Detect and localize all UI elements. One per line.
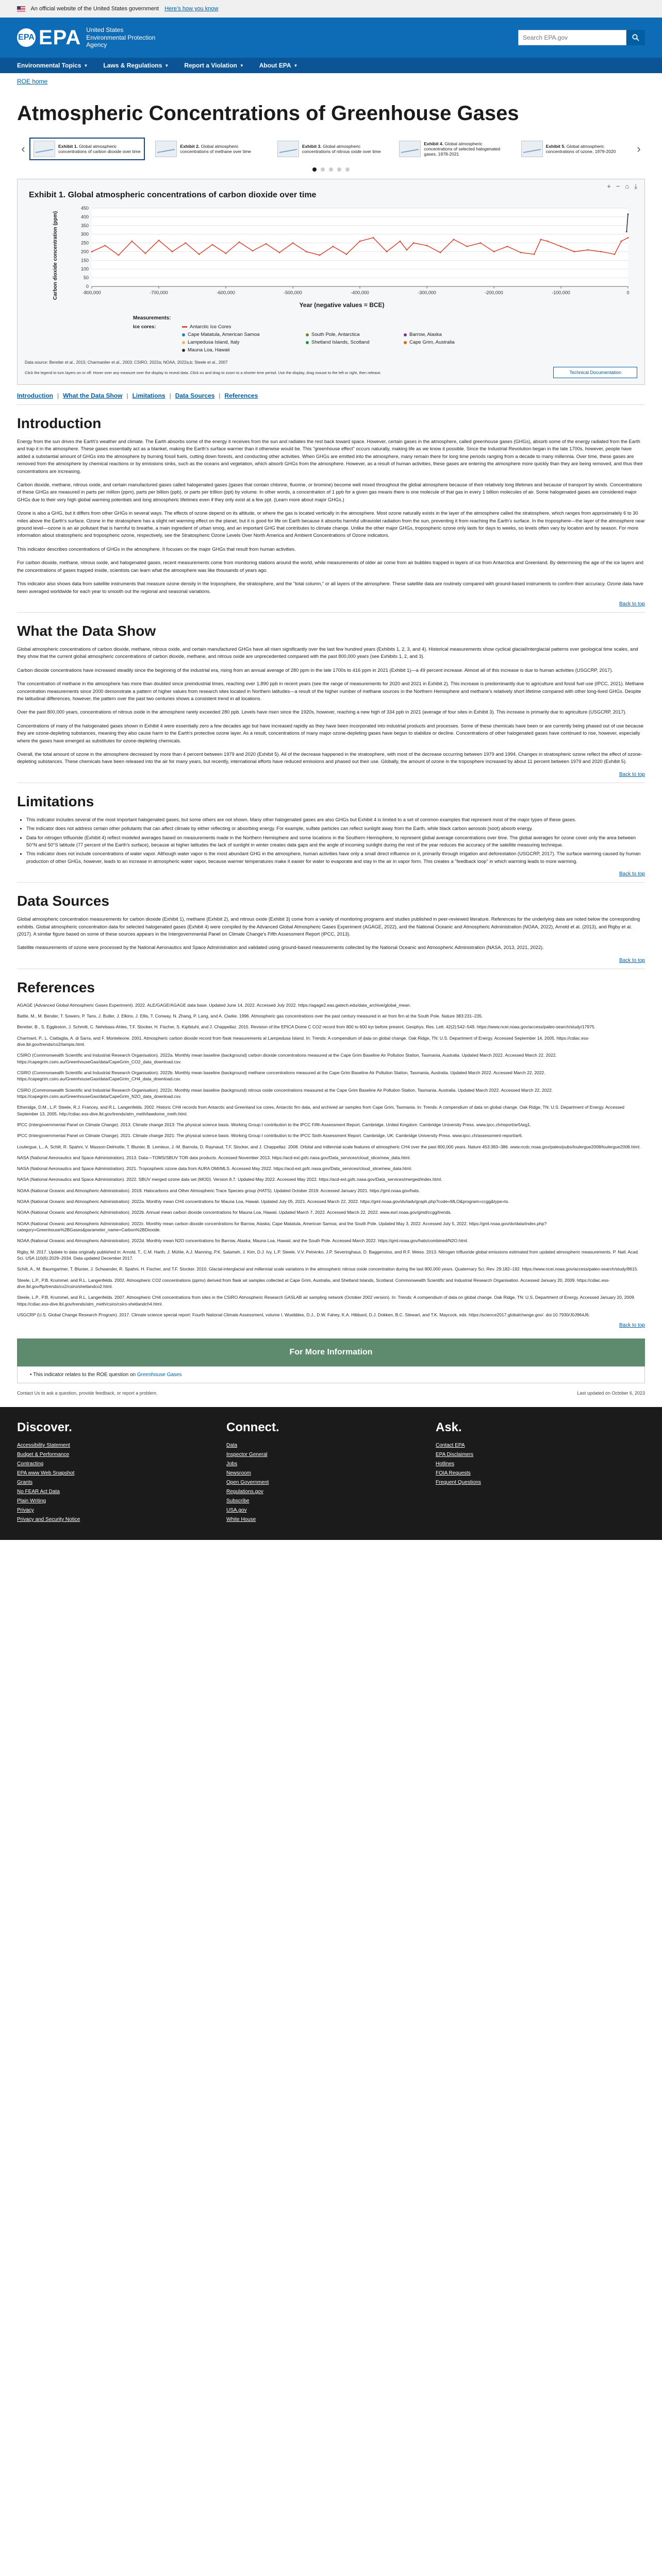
x-tick-label: -800,000 bbox=[82, 290, 101, 295]
for-more-info-heading: For More Information bbox=[289, 1348, 373, 1357]
agency-name: United States Environmental Protection Agency bbox=[86, 26, 156, 49]
data-point bbox=[540, 239, 542, 240]
legend-heading: Measurements: bbox=[133, 315, 171, 321]
technical-documentation-button[interactable]: Technical Documentation bbox=[553, 367, 637, 378]
exhibit-thumbnail bbox=[521, 141, 543, 157]
data-point bbox=[333, 246, 334, 247]
gov-banner-text: An official website of the United States government bbox=[30, 6, 159, 12]
y-tick-label: 400 bbox=[80, 214, 89, 219]
exhibit-thumbnail bbox=[34, 141, 55, 157]
data-point bbox=[239, 241, 240, 243]
exhibit-thumb-2[interactable]: Exhibit 2. Global atmospheric concentrations of methane over time bbox=[151, 138, 267, 160]
data-point bbox=[534, 253, 535, 255]
chevron-down-icon: ▼ bbox=[239, 63, 244, 68]
data-point bbox=[560, 246, 562, 247]
list-item: • This indicator does not include concentrations of water vapor. Although water vapor is the most abundant GHG in the atmosphere, human activities have only a small direct influence on it, primarily through irrigation and deforestation (USGCRP, 2017). The surface warming caused by human production of other GHGs, however, leads to an increase in atmospheric water vapor, because warmer temperatures make it easier for water to evaporate and stay in the air in vapor form. This creates a "feedback loop" in which warming leads to more warming. bbox=[26, 850, 645, 865]
footer-discover bbox=[17, 1420, 226, 1524]
legend-item-cape-matatula[interactable]: Cape Matatula, American Samoa bbox=[182, 332, 306, 337]
reference-item: IPCC (Intergovernmental Panel on Climate Change). 2013. Climate change 2013: The physical science basis. Working Group I contribution to the IPCC Fifth Assessment Report. Cambridge, United Kingdom: Cambridge University Press. www.ipcc.ch/report/ar5/wg1. bbox=[17, 1122, 532, 1127]
legend-item-shetland[interactable]: Shetland Islands, Scotland bbox=[306, 340, 404, 345]
carousel-dot[interactable] bbox=[337, 167, 341, 172]
footer-link[interactable]: Open Government bbox=[226, 1480, 269, 1486]
reference-item: IPCC (Intergovernmental Panel on Climate Change). 2021. Climate change 2021: The physical science basis. Working Group I contribution to the IPCC Sixth Assessment Report. Cambridge, UK: Cambridge University Press. www.ipcc.ch/assessment-report/ar6. bbox=[17, 1133, 523, 1139]
chevron-down-icon: ▼ bbox=[164, 63, 169, 68]
show-paragraph: Concentrations of many of the halogenated gases shown in Exhibit 4 were essentially zero a few decades ago but have increased rapidly as they have been incorporated into industrial products and processes. Some of these chemicals have been or are currently being phased out of use because they are ozone-depleting substances, meaning they also cause harm to the Earth's protective ozone layer. As a result, concentrations of many major ozone-depleting gases have begun to stabilize or decline. Concentrations of other halogenated gases have continued to rise, however, especially where the gases have emerged as substitutes for ozone-depleting chemicals. bbox=[17, 723, 644, 743]
carousel-next-icon[interactable]: › bbox=[637, 142, 641, 155]
intro-paragraph: Carbon dioxide, methane, nitrous oxide, and certain manufactured gases called halogenated gases (gases that contain chlorine, fluorine, or bromine) become well mixed throughout the global atmosphere because of their relatively long lifetimes and because of transport by winds. Concentrations of these GHGs are measured in parts per million (ppm), parts per billion (ppb), or parts per trillion (ppt) by volume. In other words, a concentration of 1 ppb for a given gas means there is one molecule of that gas in every 1 billion molecules of air. Some halogenated gases are considered major GHGs due to their very high global warming potentials and long atmospheric lifetimes even if they only exist at a few ppt. (Learn more about major GHGs.) bbox=[17, 482, 642, 502]
breadcrumb-roe-home[interactable]: ROE home bbox=[17, 78, 48, 85]
data-point bbox=[279, 252, 280, 253]
exhibit-panel bbox=[17, 179, 645, 385]
y-tick-label: 50 bbox=[83, 275, 89, 281]
intro-paragraph: This indicator also shows data from satellite instruments that measure ozone density in the troposphere, the stratosphere, and the "total column," or all layers of the atmosphere. These satellite data are routinely compared with ground-based instruments to confirm their accuracy. Ozone data have been averaged worldwide for each year to smooth out the regional and seasonal variations. bbox=[17, 581, 643, 594]
data-point bbox=[359, 241, 361, 242]
x-tick-label: -200,000 bbox=[485, 290, 503, 295]
references-list bbox=[17, 1002, 645, 1318]
data-point bbox=[493, 251, 495, 252]
references-heading: References bbox=[17, 979, 95, 995]
footer-link[interactable]: Hotlines bbox=[436, 1461, 455, 1467]
reference-item: Battle, M., M. Bender, T. Sowers, P. Tans, J. Butler, J. Elkins, J. Ellis, T. Conway, N. Zhang, P. Lang, and A. Clarke. 1996. Atmospheric gas concentrations over the past century measured in air from firn at the South Pole. Nature 383:231–235. bbox=[17, 1013, 483, 1019]
data-source: Data source: Bereiter et al., 2015; Charmantier et al., 2003; CSIRO, 2022a; NOAA, 2022a,b; Steele et al., 2007 bbox=[25, 360, 228, 365]
x-tick-label: -100,000 bbox=[552, 290, 570, 295]
footer-heading: Discover. bbox=[17, 1420, 72, 1435]
legend-group-label: Ice cores: bbox=[133, 324, 156, 330]
data-point bbox=[131, 241, 133, 242]
data-point bbox=[440, 252, 441, 253]
x-tick-label: -300,000 bbox=[418, 290, 436, 295]
site-header bbox=[0, 18, 662, 58]
footer-link[interactable]: Privacy and Security Notice bbox=[17, 1517, 80, 1523]
zoom-out-icon[interactable]: − bbox=[616, 182, 620, 190]
reference-item: AGAGE (Advanced Global Atmospheric Gases Experiment). 2022. ALE/GAGE/AGAGE data base. Updated June 14, 2022. Accessed July 2022. https://agage2.eas.gatech.edu/data_archive/global_mean. bbox=[17, 1002, 411, 1008]
data-point bbox=[319, 255, 321, 256]
list-item: • Data for nitrogen trifluoride (Exhibit 4) reflect modeled averages based on measurements made in the Northern Hemisphere and some locations in the Southern Hemisphere, to represent global average concentrations over time. The global averages for ozone cover only the area between 50°N and 50°S latitude (77 percent of the Earth's surface), because at higher latitudes the lack of sunlight in winter creates data gaps and the angle of incoming sunlight during the rest of the year reduces the accuracy of the satellite measuring technique. bbox=[26, 834, 645, 849]
exhibit-carousel bbox=[17, 137, 645, 161]
sources-paragraph: Global atmospheric concentration measurements for carbon dioxide (Exhibit 1), methane (Exhibit 2), and nitrous oxide (Exhibit 3) come from a variety of monitoring programs and studies published in peer-reviewed literature. References for the underlying data are noted below the corresponding exhibits. Global atmospheric concentration data for selected halogenated gases (Exhibit 4) were compiled by the Advanced Global Atmospheric Gases Experiment (AGAGE, 2022), and the National Oceanic and Atmospheric Administration (NOAA, 2022), Arnold et al. (2013), and Rigby et al. (2017). A similar figure based on some of these sources appears in the Intergovernmental Panel on Climate Change's Fifth Assessment Report (IPCC, 2013). bbox=[17, 917, 640, 937]
legend-swatch bbox=[306, 333, 309, 336]
y-tick-label: 450 bbox=[80, 206, 89, 211]
data-point bbox=[346, 253, 347, 255]
reference-item: CSIRO (Commonwealth Scientific and Industrial Research Organisation). 2022b. Monthly mean baseline (background) methane concentrations measured at the Cape Grim Baseline Air Pollution Station, Tasmania, Australia. Updated March 2022. Accessed March 22, 2022. https://capegrim.csiro.au/GreenhouseGas/data/CapeGrim_CH4_data_download.csv. bbox=[17, 1070, 545, 1082]
show-paragraph: Global atmospheric concentrations of carbon dioxide, methane, nitrous oxide, and certain manufactured GHGs have all risen significantly over the last few hundred years (Exhibits 1, 2, 3, and 4). Historical measurements show cyclical glacial/interglacial patterns over geological time scales, and they show that the current global atmospheric concentrations of carbon dioxide, methane, and nitrous oxide are unprecedented compared with the past 800,000 years (see Exhibits 1, 2, and 3). bbox=[17, 646, 638, 659]
back-to-top-link[interactable]: Back to top bbox=[619, 957, 645, 963]
footer-link[interactable]: Plain Writing bbox=[17, 1498, 46, 1504]
footer-link[interactable]: USA.gov bbox=[226, 1507, 247, 1514]
search-icon bbox=[632, 34, 639, 41]
reference-item: Steele, L.P., P.B. Krummel, and R.L. Langenfelds. 2007. Atmospheric CH4 concentrations from sites in the CSIRO Atmospheric Research GASLAB air sampling network (October 2002 version). In: Trends: A compendium of data on global change. Oak Ridge, TN: U.S. Department of Energy. Accessed January 20, 2009. https://cdiac.ess-dive.lbl.gov/trends/atm_meth/csiro/csiro-shetlandch4.html. bbox=[17, 1295, 635, 1307]
y-tick-label: 350 bbox=[80, 223, 89, 228]
sources-paragraph: Satellite measurements of ozone were processed by the National Aeronautics and Space Administration and validated using ground-based measurements collected by the National Oceanic and Atmospheric Administration (NASA, 2013, 2021, 2022). bbox=[17, 945, 544, 951]
data-point bbox=[252, 250, 254, 251]
list-item: • This indicator includes several of the most important halogenated gases, but some others are not shown. Many other halogenated gases are also GHGs but Exhibit 4 is limited to a set of common examples that represent most of the major types of these gases. bbox=[26, 816, 645, 823]
intro-paragraph: Ozone is also a GHG, but it differs from other GHGs in several ways. The effects of ozone depend on its altitude, or where the gas is located vertically in the atmosphere. Most ozone naturally exists in the layer of the atmosphere called the stratosphere, which ranges from approximately 6 to 30 miles above the Earth's surface. Ozone in the stratosphere has a slight net warming effect on the planet, but it is good for life on Earth because it absorbs harmful ultraviolet radiation from the sun, preventing it from reaching the Earth's surface. In the troposphere—the layer of the atmosphere near ground level—ozone is an air pollutant that is harmful to breathe, a main ingredient of urban smog, and an important GHG that contributes to climate change. Unlike the other major GHGs, tropospheric ozone only lasts for days to weeks, so levels often vary by location and by season. For more information about stratospheric and tropospheric ozone, respectively, see the Stratospheric Ozone Levels Over North America and Ambient Concentrations of Ozone indicators. bbox=[17, 511, 645, 538]
reference-item: NOAA (National Oceanic and Atmospheric Administration). 2022d. Monthly mean N2O concentrations for Barrow, Alaska; Mauna Loa, Hawaii; and the South Pole. Accessed March 2022. https://gml.noaa.gov/hats/combined/N2O.html. bbox=[17, 1238, 469, 1244]
x-tick-label: -600,000 bbox=[217, 290, 235, 295]
reference-item: CSIRO (Commonwealth Scientific and Industrial Research Organisation). 2022a. Monthly mean baseline (background) carbon dioxide concentrations measured at the Cape Grim Baseline Air Pollution Station, Tasmania, Australia. Updated March 2022. Accessed March 22, 2022. https://capegrim.csiro.au/GreenhouseGas/data/CapeGrim_CO2_data_download.csv. bbox=[17, 1053, 557, 1064]
carousel-dot[interactable] bbox=[329, 167, 333, 172]
reference-item: Bereiter, B., S. Eggleston, J. Schmitt, C. Nehrbass-Ahles, T.F. Stocker, H. Fischer, S. Kipfstuhl, and J. Chappellaz. 2015. Revision of the EPICA Dome C CO2 record from 800 to 600 kyr before present. Geophys. Res. Lett. 42(2):542–549. https://www.ncei.noaa.gov/access/paleo-search/study/17975. bbox=[17, 1024, 595, 1030]
footer-link[interactable]: Accessibility Statement bbox=[17, 1443, 70, 1449]
data-point bbox=[266, 243, 267, 245]
breadcrumb bbox=[17, 73, 645, 90]
legend-item-lampedusa[interactable]: Lampedusa Island, Italy bbox=[182, 340, 306, 345]
show-paragraph: Carbon dioxide concentrations have increased steadily since the beginning of the industrial era, rising from an annual average of 280 ppm in the late 1700s to 416 ppm in 2021 (Exhibit 1)—a 49 percent increase. Almost all of this increase is due to human activities (USGCRP, 2017). bbox=[17, 667, 613, 673]
footer-heading: Connect. bbox=[226, 1420, 279, 1435]
contact-us-text[interactable]: Contact Us to ask a question, provide feedback, or report a problem. bbox=[17, 1391, 158, 1396]
legend-item-south-pole[interactable]: South Pole, Antarctica bbox=[306, 332, 404, 337]
data-point bbox=[373, 237, 374, 239]
chart-legend bbox=[133, 315, 637, 353]
tab-introduction[interactable]: Introduction bbox=[17, 392, 53, 399]
chart-toolbar bbox=[25, 182, 637, 191]
data-point bbox=[467, 246, 468, 247]
data-point bbox=[480, 242, 482, 244]
carousel-prev-icon[interactable]: ‹ bbox=[21, 142, 25, 155]
reference-item: CSIRO (Commonwealth Scientific and Industrial Research Organisation). 2022c. Monthly mean baseline (background) nitrous oxide concentrations measured at the Cape Grim Baseline Air Pollution Station, Tasmania, Australia. Updated March 2022. Accessed March 22, 2022. https://capegrim.csiro.au/GreenhouseGas/data/CapeGrim_N2O_data_download.csv. bbox=[17, 1087, 553, 1099]
data-sources-heading: Data Sources bbox=[17, 893, 109, 909]
exhibit-thumb-4[interactable]: Exhibit 4. Global atmospheric concentrations of selected halogenated gases, 1978-2021 bbox=[395, 138, 510, 160]
tab-references[interactable]: References bbox=[224, 392, 258, 399]
footer-link[interactable]: No FEAR Act Data bbox=[17, 1489, 60, 1495]
legend-swatch bbox=[404, 333, 407, 336]
for-more-information bbox=[17, 1338, 645, 1383]
chevron-down-icon: ▼ bbox=[293, 63, 298, 68]
data-point bbox=[386, 251, 388, 252]
data-point bbox=[547, 241, 549, 242]
y-tick-label: 100 bbox=[80, 266, 89, 272]
exhibit-thumbnail bbox=[155, 141, 177, 157]
legend-swatch bbox=[182, 349, 185, 352]
show-paragraph: The concentration of methane in the atmosphere has more than doubled since preindustrial times, reaching over 1,890 ppb in recent years (see the range of measurements for 2020 and 2021 in Exhibit 2). This increase is predominantly due to agriculture and fossil fuel use (IPCC, 2021). Methane concentration measurements since 2000 demonstrate a pattern of higher values from research sites located in Northern latitudes—a result of the higher number of methane sources in the Northern Hemisphere and methane's relatively short lifetime compared with other long-lived GHGs. Despite the latitudinal differences, however, the pattern over the past two centuries shows a consistent trend in all locations. bbox=[17, 681, 644, 701]
y-tick-label: 250 bbox=[80, 240, 89, 246]
what-data-show-heading: What the Data Show bbox=[17, 622, 156, 639]
data-point bbox=[91, 251, 93, 252]
legend-item-mauna-loa[interactable]: Mauna Loa, Hawaii bbox=[182, 347, 306, 353]
footer-link[interactable]: Privacy bbox=[17, 1507, 34, 1514]
data-point bbox=[627, 213, 629, 215]
reference-item: NASA (National Aeronautics and Space Administration). 2022. SBUV merged ozone data set (MOD). Version 8.7. Updated May 2022. Accessed May 2022. https://acd-ext.gsfc.nasa.gov/Data_services/merged/index.html. bbox=[17, 1177, 442, 1182]
data-point bbox=[292, 242, 294, 244]
legend-swatch bbox=[182, 341, 185, 344]
data-point bbox=[574, 251, 575, 252]
footer-link[interactable]: Grants bbox=[17, 1480, 33, 1486]
search-input[interactable] bbox=[518, 30, 626, 45]
nav-environmental-topics[interactable]: Environmental Topics ▼ bbox=[17, 62, 88, 69]
legend-swatch bbox=[404, 341, 407, 344]
site-search bbox=[518, 30, 645, 45]
zoom-in-icon[interactable]: + bbox=[607, 182, 611, 190]
reference-item: NOAA (National Oceanic and Atmospheric Administration). 2022c. Monthly mean carbon dioxide concentrations for Barrow, Alaska; Cape Matatula, American Samoa; and the South Pole. Updated May 3, 2022. Accessed July 5, 2022. https://gml.noaa.gov/dv/data/index.php?category=Greenhouse%2BGases&parameter_name=Carbon%2BDioxide. bbox=[17, 1221, 547, 1233]
footer-link[interactable]: Newsroom bbox=[226, 1470, 251, 1477]
footer-link[interactable]: Budget & Performance bbox=[17, 1452, 70, 1458]
exhibit-thumb-3[interactable]: Exhibit 3. Global atmospheric concentrations of nitrous oxide over time bbox=[273, 138, 389, 160]
data-point bbox=[212, 244, 213, 246]
data-point bbox=[158, 240, 160, 241]
exhibit-thumbnail bbox=[277, 141, 299, 157]
data-point bbox=[185, 242, 187, 244]
legend-item-antarctic-ice-cores[interactable]: Antarctic Ice Cores bbox=[182, 324, 306, 330]
reference-item: Schilt, A., M. Baumgartner, T. Blunier, J. Schwander, R. Spahni, H. Fischer, and T.F. Stocker. 2010. Glacial-interglacial and millennial scale variations in the atmospheric nitrous oxide concentration during the last 800,000 years. Quaternary Sci. Rev. 29:182–192. https://www.ncei.noaa.gov/access/paleo-search/study/8615. bbox=[17, 1266, 638, 1272]
data-point bbox=[406, 249, 408, 251]
footer-link[interactable]: Contracting bbox=[17, 1461, 44, 1467]
epa-logo[interactable] bbox=[17, 26, 155, 49]
footer-link[interactable]: EPA www Web Snapshot bbox=[17, 1470, 75, 1477]
footer-ask bbox=[436, 1420, 645, 1524]
footer-link[interactable]: Inspector General bbox=[226, 1452, 268, 1458]
exhibit-title: Exhibit 1. Global atmospheric concentrations of carbon dioxide over time bbox=[29, 191, 317, 199]
reference-item: Loulergue, L., A. Schilt, R. Spahni, V. Masson-Delmotte, T. Blunier, B. Lemieux, J.-M. Barnola, D. Raynaud, T.F. Stocker, and J. Chappellaz. 2008. Orbital and millennial-scale features of atmospheric CH4 over the past 800,000 years. Nature 453:383–386. www.ncdc.noaa.gov/paleo/pubs/loulergue2008/loulergue2008.html. bbox=[17, 1144, 641, 1149]
main-nav bbox=[0, 58, 662, 73]
data-point bbox=[621, 241, 622, 242]
footer-link[interactable]: EPA Disclaimers bbox=[436, 1452, 474, 1458]
data-point bbox=[601, 251, 602, 252]
search-button[interactable] bbox=[626, 30, 645, 45]
reference-item: NASA (National Aeronautics and Space Administration). 2013. Data—TOMS/SBUV TOR data products. Accessed November 2013. https://acd-ext.gsfc.nasa.gov/Data_services/cloud_slice/new_data.html. bbox=[17, 1155, 411, 1160]
data-point bbox=[400, 241, 401, 242]
footer-link[interactable]: Subscribe bbox=[226, 1498, 250, 1504]
footer-link[interactable]: Jobs bbox=[226, 1461, 238, 1467]
carousel-dot[interactable] bbox=[312, 167, 317, 172]
co2-chart[interactable] bbox=[25, 204, 637, 313]
exhibit-thumbnail bbox=[399, 141, 421, 157]
back-to-top-link[interactable]: Back to top bbox=[619, 601, 645, 607]
show-paragraph: Over the past 800,000 years, concentrations of nitrous oxide in the atmosphere rarely exceeded 280 ppb. Levels have risen since the 1920s, however, reaching a new high of 334 ppb in 2021 (average of four sites in Exhibit 3). This increase is primarily due to agriculture (USGCRP, 2017). bbox=[17, 709, 627, 715]
back-to-top-link[interactable]: Back to top bbox=[619, 871, 645, 877]
data-point bbox=[626, 231, 627, 232]
intro-paragraph: For carbon dioxide, methane, nitrous oxide, and halogenated gases, recent measurements come from monitoring stations around the world, while measurements of older air come from air bubbles trapped in layers of ice from Antarctica and Greenland. By determining the age of the ice layers and the concentrations of gases trapped inside, scientists can learn what the atmosphere was like thousands of years ago. bbox=[17, 560, 643, 573]
tab-what-data-show[interactable]: What the Data Show bbox=[63, 392, 123, 399]
reference-item: NASA (National Aeronautics and Space Administration). 2021. Tropospheric ozone data from AURA OMI/MLS. Accessed May 2022. https://acd-ext.gsfc.nasa.gov/Data_services/cloud_slice/new_data.html. bbox=[17, 1166, 412, 1172]
legend-swatch bbox=[306, 341, 309, 344]
footer-link[interactable]: Regulations.gov bbox=[226, 1489, 263, 1495]
heres-how-you-know-link[interactable]: Here’s how you know bbox=[164, 6, 219, 12]
footer-link[interactable]: Data bbox=[226, 1443, 238, 1449]
x-tick-label: 0 bbox=[626, 290, 630, 295]
section-tabs: Introduction | What the Data Show | Limitations | Data Sources | References bbox=[17, 392, 258, 399]
reference-item: NOAA (National Oceanic and Atmospheric Administration). 2022a. Monthly mean CH4 concentrations for Mauna Loa, Hawaii. Updated July 05, 2021. Accessed March 22, 2022. https://gml.noaa.gov/dv/iadv/graph.php?code=MLO&program=ccgg&type=ts. bbox=[17, 1199, 509, 1205]
footer-connect bbox=[226, 1420, 436, 1524]
chevron-down-icon: ▼ bbox=[84, 63, 88, 68]
gov-banner bbox=[0, 0, 662, 18]
data-point bbox=[225, 252, 227, 254]
reset-zoom-icon[interactable]: ⌂ bbox=[625, 182, 630, 190]
data-point bbox=[614, 253, 616, 255]
reference-item: Rigby, M. 2017. Update to data originally published in: Arnold, T., C.M. Harth, J. Mühle, A.J. Manning, P.K. Salameh, J. Kim, D.J. Ivy, L.P. Steele, V.V. Petrenko, J.P. Severinghaus, D. Baggenstos, and R.F. Weiss. 2013. Nitrogen trifluoride global emissions estimated from updated atmospheric measurements. P. Natl. Acad. Sci. USA 110(6):2029–2034. Data updated December 2017. bbox=[17, 1249, 639, 1261]
data-point bbox=[507, 246, 508, 247]
carousel-dots bbox=[17, 167, 645, 172]
back-to-top-link[interactable]: Back to top bbox=[619, 1323, 645, 1329]
reference-item: NOAA (National Oceanic and Atmospheric Administration). 2022b. Annual mean carbon dioxide concentrations for Mauna Loa, Hawaii. Updated March 7, 2022. Accessed March 22, 2022. www.esrl.noaa.gov/gmd/ccgg/trends. bbox=[17, 1210, 452, 1215]
limitations-list bbox=[17, 816, 645, 865]
introduction-heading: Introduction bbox=[17, 415, 102, 431]
footer-link[interactable]: White House bbox=[226, 1517, 256, 1523]
data-point bbox=[627, 237, 629, 239]
carousel-dot[interactable] bbox=[345, 167, 350, 172]
footer-heading: Ask. bbox=[436, 1420, 462, 1435]
site-footer bbox=[0, 1407, 662, 1540]
plot-area bbox=[92, 208, 628, 286]
x-tick-label: -400,000 bbox=[351, 290, 369, 295]
reference-item: NOAA (National Oceanic and Atmospheric Administration). 2019. Halocarbons and Other Atmospheric Trace Species group (HATS). Updated October 2019. Accessed January 2021. https://gml.noaa.gov/hats. bbox=[17, 1188, 420, 1193]
data-point bbox=[118, 255, 120, 256]
data-point bbox=[413, 242, 415, 244]
y-tick-label: 300 bbox=[80, 231, 89, 237]
reference-item: Etheridge, D.M., L.P. Steele, R.J. Francey, and R.L. Langenfelds. 2002. Historic CH4 records from Antarctic and Greenland ice cores, Antarctic firn data, and archived air samples from Cape Grim, Tasmania. In: Trends: A compendium of data on global change. Oak Ridge, TN: U.S. Department of Energy. Accessed September 13, 2005. http://cdiac.ess-dive.lbl.gov/trends/atm_meth/lawdome_meth.html. bbox=[17, 1105, 624, 1116]
data-point bbox=[198, 253, 200, 255]
limitations-heading: Limitations bbox=[17, 793, 94, 809]
nav-report-violation[interactable]: Report a Violation ▼ bbox=[184, 62, 244, 69]
reference-item: Charmant, P., L. Ciattaglia, A. di Sarra, and F. Monteleone. 2001. Atmospheric carbon dioxide record from flask measurements at Lampedusa Island. In: Trends: A compendium of data on global change. Oak Ridge, TN: U.S. Department of Energy. Accessed September 14, 2005. https://cdiac.ess-dive.lbl.gov/trends/co2/lampis.html. bbox=[17, 1035, 590, 1047]
tab-limitations[interactable]: Limitations bbox=[132, 392, 166, 399]
nav-laws-regulations[interactable]: Laws & Regulations ▼ bbox=[103, 62, 169, 69]
epa-seal-icon: EPA bbox=[17, 28, 36, 47]
legend-item-barrow[interactable]: Barrow, Alaska bbox=[404, 332, 507, 337]
footer-link[interactable]: FOIA Requests bbox=[436, 1470, 471, 1477]
legend-swatch bbox=[182, 326, 187, 328]
page-title: Atmospheric Concentrations of Greenhouse Gases bbox=[17, 102, 519, 125]
x-tick-label: -500,000 bbox=[284, 290, 302, 295]
data-point bbox=[453, 239, 455, 240]
y-axis-label: Carbon dioxide concentration (ppm) bbox=[53, 211, 58, 300]
data-point bbox=[105, 245, 106, 246]
exhibit-thumb-1[interactable]: Exhibit 1. Global atmospheric concentrations of carbon dioxide over time bbox=[29, 138, 145, 160]
chart-instructions: Click the legend to turn layers on or off. Hover over any measure over the display to reveal data. Click on and drag to zoom to a shorter time period. Use the display, drag mouse to the left or right, then release. bbox=[25, 370, 382, 375]
list-item: • The indicator does not address certain other pollutants that can affect climate by either reflecting or absorbing energy. For example, sulfate particles can reflect sunlight away from the Earth, while black carbon aerosols (soot) absorb energy. bbox=[26, 825, 645, 832]
for-more-info-item: • This indicator relates to the ROE question on Greenhouse Gases bbox=[17, 1366, 645, 1383]
nav-about-epa[interactable]: About EPA ▼ bbox=[259, 62, 298, 69]
exhibit-thumb-5[interactable]: Exhibit 5. Global atmospheric concentrations of ozone, 1979-2020 bbox=[517, 138, 633, 160]
intro-paragraph: This indicator describes concentrations of GHGs in the atmosphere. It focuses on the major GHGs that result from human activities. bbox=[17, 546, 296, 552]
download-icon[interactable]: ⤓ bbox=[634, 182, 637, 190]
x-tick-label: -700,000 bbox=[150, 290, 168, 295]
intro-paragraph: Energy from the sun drives the Earth's weather and climate. The Earth absorbs some of the energy it receives from the sun and radiates the rest back toward space. However, certain gases in the atmosphere, called greenhouse gases (GHGs), absorb some of the energy radiated from the Earth and trap it in the atmosphere. These gases essentially act as a blanket, making the Earth's surface warmer than it otherwise would be. This "greenhouse effect" occurs naturally, making life as we know it possible. Since the Industrial Revolution began in the late 1700s, however, people have added a substantial amount of GHGs into the atmosphere by burning fossil fuels, cutting down forests, and conducting other activities. When GHGs are emitted into the atmosphere, many remain there for long time periods ranging from a decade to many millennia. Over time, these gases are removed from the atmosphere by chemical reactions or by emissions sinks, such as the oceans and vegetation, which absorb GHGs from the atmosphere. However, as a result of human activities, these gases are entering the atmosphere more quickly than they are being removed, and thus their concentrations are increasing. bbox=[17, 439, 643, 474]
data-point bbox=[426, 245, 428, 246]
reference-item: USGCRP (U.S. Global Change Research Program). 2017. Climate science special report: Fourth National Climate Assessment, volume I. Wuebbles, D.J., D.W. Fahey, K.A. Hibbard, D.J. Dokken, B.C. Stewart, and T.K. Maycock, eds. https://science2017.globalchange.gov/. doi:10.7930/J0J964J6. bbox=[17, 1312, 590, 1317]
show-paragraph: Overall, the total amount of ozone in the atmosphere decreased by more than 4 percent between 1979 and 2020 (Exhibit 5). All of the decrease happened in the stratosphere, with most of the decrease occurring between 1979 and 1994. Changes in stratospheric ozone reflect the effect of ozone-depleting substances. These chemicals have been released into the air for many years, but recently, international efforts have reduced emissions and phased out their use. Globally, the amount of ozone in the troposphere increased by about 11 percent between 1979 and 2020 (Exhibit 5). bbox=[17, 751, 642, 765]
data-point bbox=[587, 249, 589, 251]
data-point bbox=[306, 251, 307, 252]
back-to-top-link[interactable]: Back to top bbox=[619, 771, 645, 777]
tab-data-sources[interactable]: Data Sources bbox=[175, 392, 215, 399]
data-point bbox=[172, 251, 173, 252]
data-point bbox=[145, 252, 146, 254]
legend-item-cape-grim[interactable]: Cape Grim, Australia bbox=[404, 340, 507, 345]
data-point bbox=[520, 252, 522, 253]
footer-link[interactable]: Frequent Questions bbox=[436, 1480, 481, 1486]
last-updated: Last updated on October 6, 2023 bbox=[577, 1391, 645, 1396]
y-tick-label: 150 bbox=[80, 258, 89, 263]
logo-text: EPA bbox=[39, 26, 81, 49]
legend-swatch bbox=[182, 333, 185, 336]
us-flag-icon bbox=[17, 6, 25, 12]
reference-item: Steele, L.P., P.B. Krummel, and R.L. Langenfelds. 2002. Atmospheric CO2 concentrations (ppmv) derived from flask air samples collected at Cape Grim, Australia, and Shetland Islands, Scotland. Commonwealth Scientific and Industrial Research Organisation. Accessed January 20, 2009. https://cdiac.ess-dive.lbl.gov/ftp/trends/co2/csiro/shetlandco2.html. bbox=[17, 1277, 610, 1289]
y-tick-label: 200 bbox=[80, 249, 89, 255]
y-tick-label: 0 bbox=[86, 284, 89, 289]
carousel-dot[interactable] bbox=[321, 167, 325, 172]
footer-link[interactable]: Contact EPA bbox=[436, 1443, 465, 1449]
x-axis-label: Year (negative values = BCE) bbox=[299, 301, 385, 309]
greenhouse-gases-link[interactable]: Greenhouse Gases bbox=[137, 1372, 182, 1378]
